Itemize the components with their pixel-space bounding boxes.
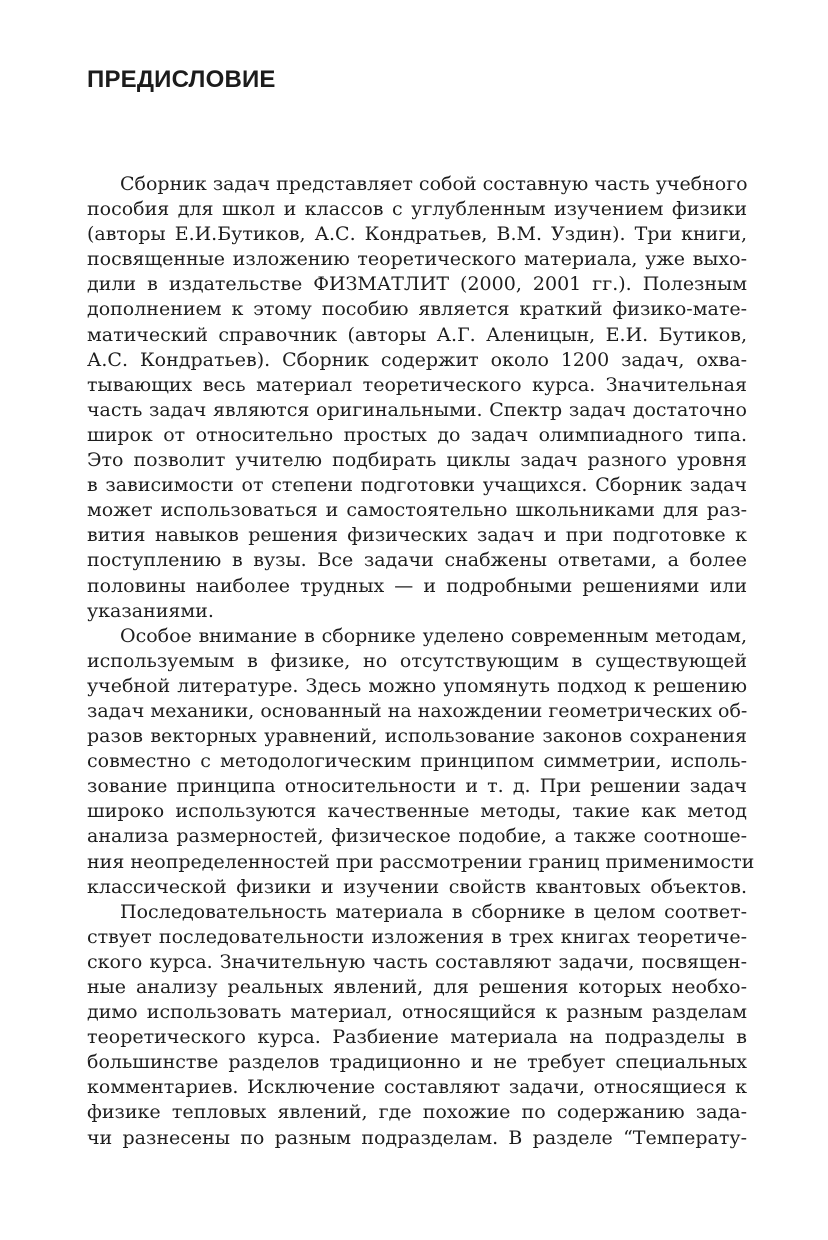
text-line: широко используются качественные методы, такие как метод [87,800,747,823]
text-line: задач механики, основанный на нахождении геометрических об- [87,699,748,722]
text-line: зование принципа относительности и т. д. При решении задач [87,775,747,798]
text-line: совместно с методологическим принципом симметрии, исполь- [87,750,747,773]
body-text [87,172,755,1151]
text-line: поступлению в вузы. Все задачи снабжены ответами, а более [87,549,747,572]
text-line: пособия для школ и классов с углубленным изучением физики [87,198,747,221]
text-line: ствует последовательности изложения в трех книгах теоретиче- [87,925,747,948]
text-line: Сборник задач представляет собой составную часть учебного [120,173,748,195]
text-line: комментариев. Исключение составляют задачи, относящиеся к [87,1076,747,1099]
text-line: физике тепловых явлений, где похожие по содержанию зада- [87,1101,747,1124]
text-line: указаниями. [87,599,214,622]
text-line: ского курса. Значительную часть составляют задачи, посвящен- [87,950,747,973]
page-title: ПРЕДИСЛОВИЕ [87,66,276,93]
text-line: Особое внимание в сборнике уделено современным методам, [120,624,747,647]
text-line: Это позволит учителю подбирать циклы задач разного уровня [87,449,747,472]
text-line: классической физики и изучении свойств квантовых объектов. [87,875,747,898]
text-line: учебной литературе. Здесь можно упомянуть подход к решению [87,674,747,697]
text-line: широк от относительно простых до задач олимпиадного типа. [87,423,747,446]
text-line: анализа размерностей, физическое подобие, а также соотноше- [87,825,747,848]
text-line: тывающих весь материал теоретического курса. Значительная [87,373,747,396]
text-line: посвященные изложению теоретического материала, уже выхо- [87,248,747,271]
text-line: большинстве разделов традиционно и не требует специальных [87,1051,747,1074]
text-line: разов векторных уравнений, использование законов сохранения [87,725,747,748]
text-line: А.С. Кондратьев). Сборник содержит около 1200 задач, охва- [87,348,747,371]
text-line: используемым в физике, но отсутствующим в существующей [87,649,747,672]
text-line: в зависимости от степени подготовки учащихся. Сборник задач [87,474,747,497]
text-line: может использоваться и самостоятельно школьниками для раз- [87,499,747,522]
text-line: Последовательность материала в сборнике в целом соответ- [120,900,747,923]
text-line: ния неопределенностей при рассмотрении границ применимости [87,850,755,873]
text-line: дили в издательстве ФИЗМАТЛИТ (2000, 2001 гг.). Полезным [87,273,747,296]
text-line: часть задач являются оригинальными. Спектр задач достаточно [87,398,747,421]
text-line: димо использовать материал, относящийся к разным разделам [87,1001,747,1024]
text-line: ные анализу реальных явлений, для решения которых необхо- [87,976,747,998]
text-line: матический справочник (авторы А.Г. Аленицын, Е.И. Бутиков, [87,323,747,346]
text-line: теоретического курса. Разбиение материала на подразделы в [87,1026,747,1049]
text-line: дополнением к этому пособию является краткий физико-мате- [87,298,747,321]
text-line: чи разнесены по разным подразделам. В разделе “Температу- [87,1126,747,1149]
text-line: вития навыков решения физических задач и при подготовке к [87,524,747,547]
text-line: половины наиболее трудных — и подробными решениями или [87,574,747,597]
text-line: (авторы Е.И.Бутиков, А.С. Кондратьев, В.М. Уздин). Три книги, [87,223,747,246]
